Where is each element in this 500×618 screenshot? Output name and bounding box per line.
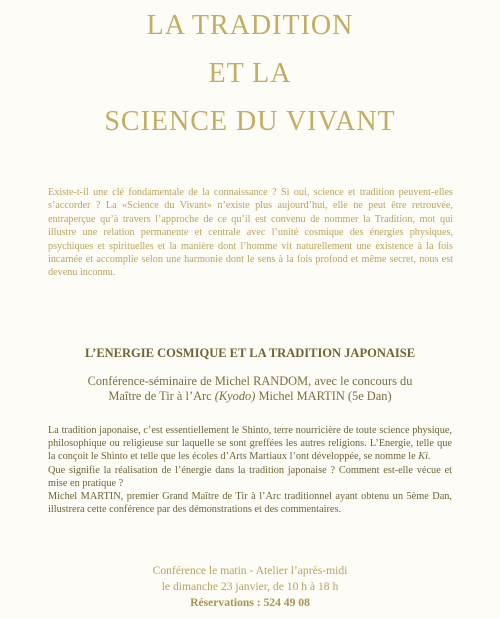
body-paragraph-3: Michel MARTIN, premier Grand Maître de Tir à l’Arc traditionnel ayant obtenu un 5ème Dan, illustrera cette conférence par des démonstrations et des commentaires. bbox=[48, 491, 452, 516]
subtitle-line-2-before: Maître de Tir à l’Arc bbox=[108, 389, 215, 403]
subtitle-line-2 bbox=[0, 389, 500, 404]
footer-reservations: Réservations : 524 49 08 bbox=[190, 596, 310, 609]
body-text bbox=[48, 424, 452, 516]
footer-date: le dimanche 23 janvier, de 10 h à 18 h bbox=[161, 580, 339, 593]
subtitle-line-2-after: Michel MARTIN (5e Dan) bbox=[255, 389, 392, 403]
title-line-3: SCIENCE DU VIVANT bbox=[104, 106, 396, 137]
intro-paragraph: Existe-t-il une clé fondamentale de la connaissance ? Si oui, science et tradition peuvent-elles s’accorder ? La «Science du Vivant» n’existe plus aujourd’hui, elle ne peut être retrouvée, entraperçue qu’à travers l’approche de ce qu’il est convenu de nommer la Tradition, mot qui illustre une relation permanente et centrale avec l’unité cosmique des énergies physiques, psychiques et spirituelles et la manière dont l’homme vit naturellement une existence à la fois incarnée et accomplie selon une harmonie dont le sens à la fois profond et même secret, nous est devenu inconnu. bbox=[48, 187, 453, 279]
title-line-1: LA TRADITION bbox=[146, 10, 354, 41]
ki-term: Ki. bbox=[418, 451, 431, 463]
title-line-2: ET LA bbox=[208, 58, 292, 89]
subtitle-line-1: Conférence-séminaire de Michel RANDOM, avec le concours du bbox=[87, 374, 413, 388]
body-paragraph-2: Que signifie la réalisation de l’énergie dans la tradition japonaise ? Comment est-elle vécue et mise en pratique ? bbox=[48, 464, 452, 489]
section-heading: L’ENERGIE COSMIQUE ET LA TRADITION JAPONAISE bbox=[84, 346, 416, 360]
kyodo-label: (Kyodo) bbox=[214, 389, 256, 403]
footer-schedule: Conférence le matin - Atelier l’après-midi bbox=[152, 564, 348, 577]
body-paragraph-1: La tradition japonaise, c’est essentiellement le Shinto, terre nourricière de toute science physique, philosophique ou religieuse sur laquelle se sont greffées les autres religions. L’Energie, telle que la conçoit le Shinto et telle que les écoles d’Arts Martiaux l’ont développée, se nomme le bbox=[48, 425, 452, 463]
